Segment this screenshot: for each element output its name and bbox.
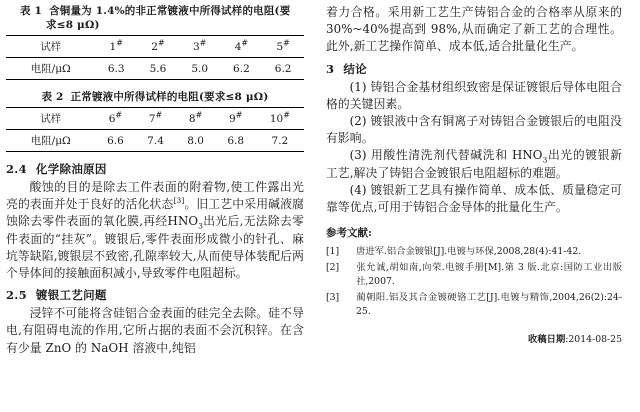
table2-header-cell-5 xyxy=(256,108,304,130)
list-item xyxy=(326,291,622,320)
table1-caption-line1: 含铜量为 1.4%的非正常镀液中所得试样的电阻(要 xyxy=(49,5,291,17)
received-date-separator: : xyxy=(565,333,569,345)
section-2-5-number: 2.5 xyxy=(6,288,27,303)
left-column xyxy=(6,4,314,410)
table2-caption-line1: 正常镀液中所得试样的电阻(要求≤8 μΩ) xyxy=(70,91,269,103)
right-column xyxy=(314,4,622,410)
table2-caption xyxy=(6,90,304,104)
conclusion-item-2: (2) 镀银液中含有铜离子对铸铝合金镀银后的电阻没有影响。 xyxy=(326,114,622,146)
table1-header-text-3: 3 xyxy=(192,40,200,53)
table2-value-3: 6.8 xyxy=(227,134,245,147)
list-item xyxy=(326,261,622,290)
table2-row-label: 电阻/μΩ xyxy=(30,135,71,147)
hash-superscript: # xyxy=(195,110,203,119)
table2-value-2: 8.0 xyxy=(187,134,204,147)
table2-head xyxy=(6,108,304,130)
table1-value-3: 6.2 xyxy=(233,62,250,75)
table-row xyxy=(6,130,304,152)
received-date-label: 收稿日期 xyxy=(528,333,566,345)
table1-block xyxy=(6,4,304,80)
table1-header-text-2: 2 xyxy=(151,40,158,53)
table2-header-cell-0: 试样 xyxy=(40,113,62,125)
table1-caption-number: 表 1 xyxy=(20,5,43,17)
table1-caption xyxy=(6,4,304,32)
table2-header-text-5: 10 xyxy=(269,112,284,125)
table1-header-cell-0: 试样 xyxy=(40,41,62,53)
reference-number: [1] xyxy=(326,246,340,258)
table1-value-4: 6.2 xyxy=(274,62,292,75)
section-2-4-title: 化学除油原因 xyxy=(35,162,107,176)
section-heading-2-4 xyxy=(6,162,304,177)
table2-header-text-2: 7 xyxy=(148,112,156,125)
table2-header-text-3: 8 xyxy=(188,112,196,125)
para-text-part2: 。旧工艺中采用碱液腐蚀除去零件表面的氧化膜,再经HNO xyxy=(6,197,304,229)
table1-header-cell-5 xyxy=(262,36,304,58)
subscript-3: 3 xyxy=(542,155,548,165)
conclusion-3-part1: (3) 用酸性清洗剂代替碱洗和 HNO xyxy=(349,148,543,163)
table2-body xyxy=(6,130,304,152)
section-2-5-title: 镀银工艺问题 xyxy=(35,288,107,303)
reference-text: 蔺朝阳.铝及其合金镀硬铬工艺[J].电镀与精饰,2004,26(2):24-25. xyxy=(356,291,622,318)
table1-value-0: 6.3 xyxy=(107,62,125,75)
continued-paragraph: 着力合格。采用新工艺生产铸铝合金的合格率从原来的 30%~40%提高到 98%,从而确定了新工艺的合理性。此外,新工艺操作简单、成本低,适合批量化生产。 xyxy=(326,5,622,54)
table2-value-4: 7.2 xyxy=(271,134,289,147)
references-list xyxy=(326,245,622,320)
table1-header-cell-3 xyxy=(179,36,221,58)
reference-text: 唐进军.铝合金镀银[J].电镀与环保,2008,28(4):41-42. xyxy=(356,246,582,258)
table1-header-text-5: 5 xyxy=(276,40,284,53)
reference-number: [3] xyxy=(326,291,340,303)
section-3-number: 3 xyxy=(326,61,335,76)
table2-header-cell-4 xyxy=(216,108,256,130)
table1-header-text-1: 1 xyxy=(109,40,117,53)
table1-header-row xyxy=(6,36,304,58)
reference-number: [2] xyxy=(326,261,340,273)
table1-header-text-4: 4 xyxy=(234,40,242,53)
para-text-part3: 出光后,无法除去零件表面的“挂灰”。镀银后,零件表面形成微小的针孔、麻坑等缺陷,镀银层不致密,孔隙率较大,从而使导体装配后两个导体间的接触面积减小,导致零件电阻超标。 xyxy=(6,214,304,281)
hash-superscript: # xyxy=(241,38,249,47)
reference-text: 张允诚,胡如南,向荣.电镀手册[M].第 3 版.北京:国防工业出版社,2007. xyxy=(356,261,622,288)
hash-superscript: # xyxy=(116,38,123,47)
hash-superscript: # xyxy=(283,110,290,119)
conclusion-item-1: (1) 铸铝合金基材组织致密是保证镀银后导体电阻合格的关键因素。 xyxy=(326,79,622,111)
table1-value-2: 5.0 xyxy=(191,62,209,75)
table-row xyxy=(6,58,304,80)
hash-superscript: # xyxy=(199,38,207,47)
section-heading-2-5 xyxy=(6,288,304,303)
table2-value-0: 6.6 xyxy=(107,134,124,147)
table2-value-1: 7.4 xyxy=(147,134,164,147)
section-2-5-paragraph: 浸锌不可能将含硅铝合金表面的硅完全去除。硅不导电,有阻碍电流的作用,它所占据的表面不会沉积锌。在含有少量 ZnO 的 NaOH 溶液中,纯铝 xyxy=(6,306,304,355)
table1-head xyxy=(6,36,304,58)
section-2-4-paragraph xyxy=(6,179,304,282)
table2-header-cell-1 xyxy=(95,108,135,130)
table1-header-cell-2 xyxy=(137,36,179,58)
section-3-title: 结论 xyxy=(343,61,367,76)
section-heading-3 xyxy=(326,62,622,77)
subscript-3: 3 xyxy=(198,221,204,231)
section-2-4-number: 2.4 xyxy=(6,162,27,176)
table1-header-cell-4 xyxy=(221,36,263,58)
hash-superscript: # xyxy=(115,110,123,119)
hash-superscript: # xyxy=(235,110,243,119)
references-heading: 参考文献: xyxy=(326,227,372,240)
table1 xyxy=(6,35,304,80)
conclusion-item-4: (4) 镀银新工艺具有操作简单、成本低、质量稳定可靠等优点,可用于铸铝合金导体的批量化生产。 xyxy=(326,182,622,215)
table2 xyxy=(6,107,304,152)
conclusion-item-3 xyxy=(326,147,622,181)
table2-header-cell-3 xyxy=(176,108,216,130)
table2-caption-number: 表 2 xyxy=(41,91,64,103)
table1-value-1: 5.6 xyxy=(149,62,167,75)
hash-superscript: # xyxy=(283,38,290,47)
table2-header-row xyxy=(6,108,304,130)
table2-block xyxy=(6,90,304,152)
table1-caption-line2: 求≤8 μΩ) xyxy=(46,19,100,31)
hash-superscript: # xyxy=(155,110,163,119)
reference-superscript: [3] xyxy=(173,196,185,206)
table2-header-text-4: 9 xyxy=(229,112,236,125)
hash-superscript: # xyxy=(157,38,165,47)
table1-row-label: 电阻/μΩ xyxy=(30,63,71,75)
table2-header-text-1: 6 xyxy=(108,112,116,125)
conclusion-3-part2: 出光的镀银新工艺,解决了铸铝合金镀银后电阻超标的难题。 xyxy=(326,148,622,180)
table1-header-cell-1 xyxy=(95,36,137,58)
table2-header-cell-2 xyxy=(135,108,175,130)
para-text-part1: 酸蚀的目的是除去工件表面的附着物,使工件露出光亮的表面并处于良好的活化状态 xyxy=(6,180,304,212)
list-item xyxy=(326,245,622,260)
received-date-value: 2014-08-25 xyxy=(568,333,622,345)
table1-body xyxy=(6,58,304,80)
received-date-line xyxy=(326,333,622,346)
